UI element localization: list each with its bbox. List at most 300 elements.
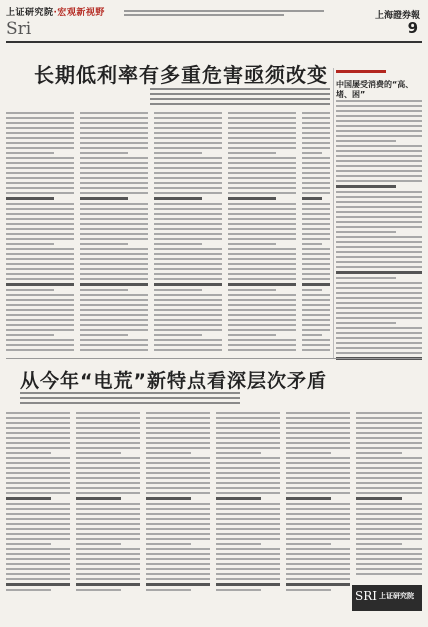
text-line: [6, 278, 74, 280]
text-line: [356, 417, 422, 419]
text-line: [6, 152, 54, 154]
text-line: [154, 268, 222, 270]
text-line: [216, 508, 280, 510]
text-line: [6, 147, 74, 149]
text-line: [80, 263, 148, 265]
text-line: [6, 334, 54, 336]
footer-logo-name: 上证研究院: [379, 592, 414, 600]
text-line: [356, 462, 422, 464]
text-line: [228, 203, 296, 205]
text-line: [216, 417, 280, 419]
text-line: [228, 157, 296, 159]
text-line: [216, 497, 261, 500]
text-line: [76, 462, 140, 464]
text-line: [228, 112, 296, 114]
text-line: [216, 452, 261, 454]
text-line: [80, 117, 148, 119]
text-line: [80, 258, 148, 260]
text-line: [6, 142, 74, 144]
text-line: [286, 513, 350, 515]
text-line: [336, 105, 422, 107]
text-line: [336, 327, 422, 329]
text-line: [302, 278, 330, 280]
text-line: [356, 432, 422, 434]
text-line: [154, 263, 222, 265]
text-line: [6, 568, 70, 570]
text-line: [6, 192, 74, 194]
text-line: [302, 304, 330, 306]
text-line: [336, 191, 422, 193]
text-line: [216, 422, 280, 424]
text-line: [336, 165, 422, 167]
text-line: [228, 142, 296, 144]
text-line: [80, 319, 148, 321]
text-line: [302, 319, 330, 321]
text-line: [228, 187, 296, 189]
text-line: [286, 412, 350, 414]
text-line: [6, 112, 74, 114]
text-line: [76, 553, 140, 555]
text-line: [228, 172, 296, 174]
text-line: [336, 155, 422, 157]
text-line: [228, 304, 296, 306]
text-line: [76, 528, 140, 530]
text-line: [76, 477, 140, 479]
text-line: [356, 442, 422, 444]
text-line: [336, 226, 422, 228]
text-line: [146, 442, 210, 444]
text-line: [336, 135, 422, 137]
text-line: [6, 339, 74, 341]
text-line: [146, 492, 210, 494]
text-line: [286, 548, 350, 550]
text-line: [228, 334, 276, 336]
text-line: [146, 533, 210, 535]
text-line: [216, 518, 280, 520]
text-line: [146, 528, 210, 530]
text-line: [228, 273, 296, 275]
text-line: [150, 98, 330, 100]
text-line: [146, 583, 210, 586]
text-line: [216, 543, 261, 545]
text-line: [302, 299, 330, 301]
text-line: [286, 462, 350, 464]
masthead-sri: Sri: [6, 19, 32, 39]
sidebar-headline: 中国屡受消费的“高、堵、困”: [336, 80, 414, 100]
text-line: [302, 147, 330, 149]
text-line: [6, 553, 70, 555]
text-line: [80, 248, 148, 250]
text-line: [146, 467, 210, 469]
text-line: [76, 533, 140, 535]
text-line: [356, 528, 422, 530]
text-line: [154, 339, 222, 341]
text-line: [302, 349, 330, 351]
page-number: 9: [407, 19, 418, 37]
text-line: [228, 283, 296, 286]
text-line: [76, 538, 140, 540]
text-line: [286, 589, 331, 591]
text-line: [336, 261, 422, 263]
second-article-column-6: [356, 412, 422, 578]
text-line: [302, 182, 330, 184]
sidebar-divider: [333, 68, 334, 358]
text-line: [146, 472, 210, 474]
text-line: [146, 477, 210, 479]
text-line: [356, 543, 402, 545]
text-line: [336, 206, 422, 208]
text-line: [6, 122, 74, 124]
text-line: [216, 568, 280, 570]
text-line: [6, 258, 74, 260]
text-line: [286, 528, 350, 530]
text-line: [154, 122, 222, 124]
text-line: [336, 120, 422, 122]
text-line: [336, 271, 422, 274]
text-line: [80, 253, 148, 255]
text-line: [286, 568, 350, 570]
text-line: [336, 312, 422, 314]
text-line: [228, 162, 296, 164]
text-line: [302, 192, 330, 194]
text-line: [6, 427, 70, 429]
text-line: [336, 342, 422, 344]
text-line: [146, 508, 210, 510]
text-line: [76, 563, 140, 565]
text-line: [336, 196, 422, 198]
text-line: [6, 213, 74, 215]
footer-logo-sri: SRI: [355, 589, 377, 603]
text-line: [6, 238, 74, 240]
text-line: [228, 177, 296, 179]
text-line: [154, 182, 222, 184]
text-line: [154, 243, 202, 245]
text-line: [76, 412, 140, 414]
text-line: [76, 543, 121, 545]
text-line: [76, 492, 140, 494]
text-line: [6, 268, 74, 270]
text-line: [336, 317, 422, 319]
text-line: [146, 543, 191, 545]
text-line: [216, 457, 280, 459]
text-line: [356, 477, 422, 479]
text-line: [6, 319, 74, 321]
section-divider: [6, 358, 422, 359]
text-line: [336, 287, 422, 289]
text-line: [356, 533, 422, 535]
text-line: [6, 482, 70, 484]
text-line: [154, 253, 222, 255]
text-line: [302, 117, 330, 119]
text-line: [6, 573, 70, 575]
text-line: [146, 462, 210, 464]
text-line: [216, 503, 280, 505]
text-line: [150, 93, 330, 95]
text-line: [302, 208, 330, 210]
text-line: [286, 533, 350, 535]
text-line: [20, 402, 240, 404]
text-line: [6, 462, 70, 464]
text-line: [216, 533, 280, 535]
text-line: [216, 538, 280, 540]
text-line: [6, 437, 70, 439]
text-line: [356, 492, 422, 494]
text-line: [76, 467, 140, 469]
text-line: [80, 228, 148, 230]
text-line: [302, 289, 322, 291]
text-line: [80, 203, 148, 205]
text-line: [80, 187, 148, 189]
text-line: [76, 513, 140, 515]
text-line: [286, 437, 350, 439]
text-line: [228, 127, 296, 129]
text-line: [6, 329, 74, 331]
text-line: [336, 125, 422, 127]
text-line: [286, 563, 350, 565]
text-line: [356, 452, 402, 454]
text-line: [216, 558, 280, 560]
text-line: [228, 294, 296, 296]
text-line: [154, 137, 222, 139]
text-line: [302, 127, 330, 129]
text-line: [6, 157, 74, 159]
text-line: [6, 508, 70, 510]
text-line: [302, 203, 330, 205]
text-line: [228, 122, 296, 124]
text-line: [356, 482, 422, 484]
text-line: [336, 352, 422, 354]
text-line: [228, 147, 296, 149]
text-line: [146, 573, 210, 575]
text-line: [302, 283, 330, 286]
text-line: [154, 309, 222, 311]
text-line: [302, 152, 322, 154]
text-line: [146, 417, 210, 419]
text-line: [356, 558, 422, 560]
text-line: [146, 589, 191, 591]
text-line: [6, 344, 74, 346]
text-line: [154, 117, 222, 119]
text-line: [154, 177, 222, 179]
text-line: [356, 523, 422, 525]
text-line: [228, 253, 296, 255]
text-line: [336, 282, 422, 284]
text-line: [286, 432, 350, 434]
text-line: [228, 213, 296, 215]
text-line: [154, 283, 222, 286]
text-line: [146, 568, 210, 570]
second-article-lead: [20, 392, 240, 407]
text-line: [336, 130, 422, 132]
text-line: [146, 437, 210, 439]
text-line: [228, 152, 276, 154]
text-line: [76, 457, 140, 459]
text-line: [228, 324, 296, 326]
text-line: [154, 278, 222, 280]
text-line: [6, 137, 74, 139]
text-line: [228, 278, 296, 280]
text-line: [6, 543, 51, 545]
text-line: [302, 243, 322, 245]
text-line: [6, 452, 51, 454]
text-line: [80, 197, 128, 200]
text-line: [336, 307, 422, 309]
text-line: [76, 442, 140, 444]
text-line: [154, 304, 222, 306]
text-line: [6, 177, 74, 179]
text-line: [146, 538, 210, 540]
text-line: [302, 233, 330, 235]
main-article-column-5: [302, 112, 330, 354]
text-line: [6, 578, 70, 580]
text-line: [228, 182, 296, 184]
text-line: [146, 412, 210, 414]
text-line: [80, 213, 148, 215]
text-line: [286, 573, 350, 575]
text-line: [228, 243, 276, 245]
text-line: [6, 294, 74, 296]
text-line: [146, 432, 210, 434]
text-line: [216, 492, 280, 494]
text-line: [286, 508, 350, 510]
text-line: [6, 299, 74, 301]
text-line: [6, 349, 74, 351]
text-line: [336, 332, 422, 334]
text-line: [80, 273, 148, 275]
text-line: [216, 427, 280, 429]
text-line: [76, 427, 140, 429]
text-line: [154, 344, 222, 346]
text-line: [146, 513, 210, 515]
text-line: [154, 218, 222, 220]
text-line: [76, 437, 140, 439]
text-line: [150, 103, 330, 105]
text-line: [6, 127, 74, 129]
text-line: [336, 160, 422, 162]
text-line: [6, 523, 70, 525]
main-headline: 长期低利率有多重危害亟须改变: [34, 63, 328, 87]
text-line: [336, 180, 422, 182]
text-line: [6, 563, 70, 565]
text-line: [336, 297, 422, 299]
text-line: [302, 112, 330, 114]
text-line: [228, 137, 296, 139]
text-line: [336, 170, 422, 172]
text-line: [302, 197, 322, 200]
text-line: [336, 322, 396, 324]
text-line: [336, 236, 422, 238]
text-line: [154, 192, 222, 194]
main-article-column-3: [154, 112, 222, 354]
text-line: [80, 233, 148, 235]
text-line: [154, 329, 222, 331]
text-line: [154, 162, 222, 164]
text-line: [76, 558, 140, 560]
text-line: [6, 243, 54, 245]
text-line: [336, 185, 396, 188]
text-line: [6, 583, 70, 586]
text-line: [336, 256, 422, 258]
text-line: [302, 263, 330, 265]
text-line: [6, 528, 70, 530]
text-line: [356, 467, 422, 469]
text-line: [76, 548, 140, 550]
text-line: [154, 197, 202, 200]
text-line: [154, 132, 222, 134]
text-line: [302, 187, 330, 189]
text-line: [6, 132, 74, 134]
text-line: [302, 137, 330, 139]
text-line: [286, 497, 331, 500]
text-line: [356, 563, 422, 565]
text-line: [228, 258, 296, 260]
text-line: [146, 482, 210, 484]
text-line: [216, 442, 280, 444]
text-line: [154, 223, 222, 225]
text-line: [228, 248, 296, 250]
text-line: [76, 503, 140, 505]
text-line: [356, 412, 422, 414]
text-line: [336, 266, 422, 268]
text-line: [228, 289, 276, 291]
text-line: [286, 472, 350, 474]
main-article-column-1: [6, 112, 74, 354]
text-line: [302, 248, 330, 250]
text-line: [146, 487, 210, 489]
text-line: [154, 228, 222, 230]
text-line: [286, 427, 350, 429]
text-line: [80, 289, 128, 291]
text-line: [6, 172, 74, 174]
text-line: [228, 132, 296, 134]
text-line: [356, 472, 422, 474]
text-line: [154, 127, 222, 129]
text-line: [228, 319, 296, 321]
text-line: [302, 218, 330, 220]
text-line: [356, 513, 422, 515]
sidebar-tag: [336, 70, 386, 73]
text-line: [356, 437, 422, 439]
text-line: [302, 258, 330, 260]
text-line: [6, 208, 74, 210]
text-line: [336, 201, 422, 203]
text-line: [336, 337, 422, 339]
text-line: [6, 289, 54, 291]
text-line: [80, 294, 148, 296]
text-line: [6, 558, 70, 560]
text-line: [6, 422, 70, 424]
text-line: [154, 349, 222, 351]
text-line: [80, 218, 148, 220]
text-line: [216, 432, 280, 434]
masthead-meta-lines: [124, 10, 324, 18]
text-line: [356, 503, 422, 505]
text-line: [6, 223, 74, 225]
text-line: [302, 213, 330, 215]
text-line: [216, 548, 280, 550]
text-line: [154, 273, 222, 275]
text-line: [228, 314, 296, 316]
text-line: [336, 231, 396, 233]
text-line: [6, 497, 51, 500]
text-line: [154, 299, 222, 301]
text-line: [80, 329, 148, 331]
text-line: [216, 482, 280, 484]
text-line: [80, 349, 148, 351]
text-line: [302, 132, 330, 134]
text-line: [302, 157, 330, 159]
text-line: [336, 246, 422, 248]
